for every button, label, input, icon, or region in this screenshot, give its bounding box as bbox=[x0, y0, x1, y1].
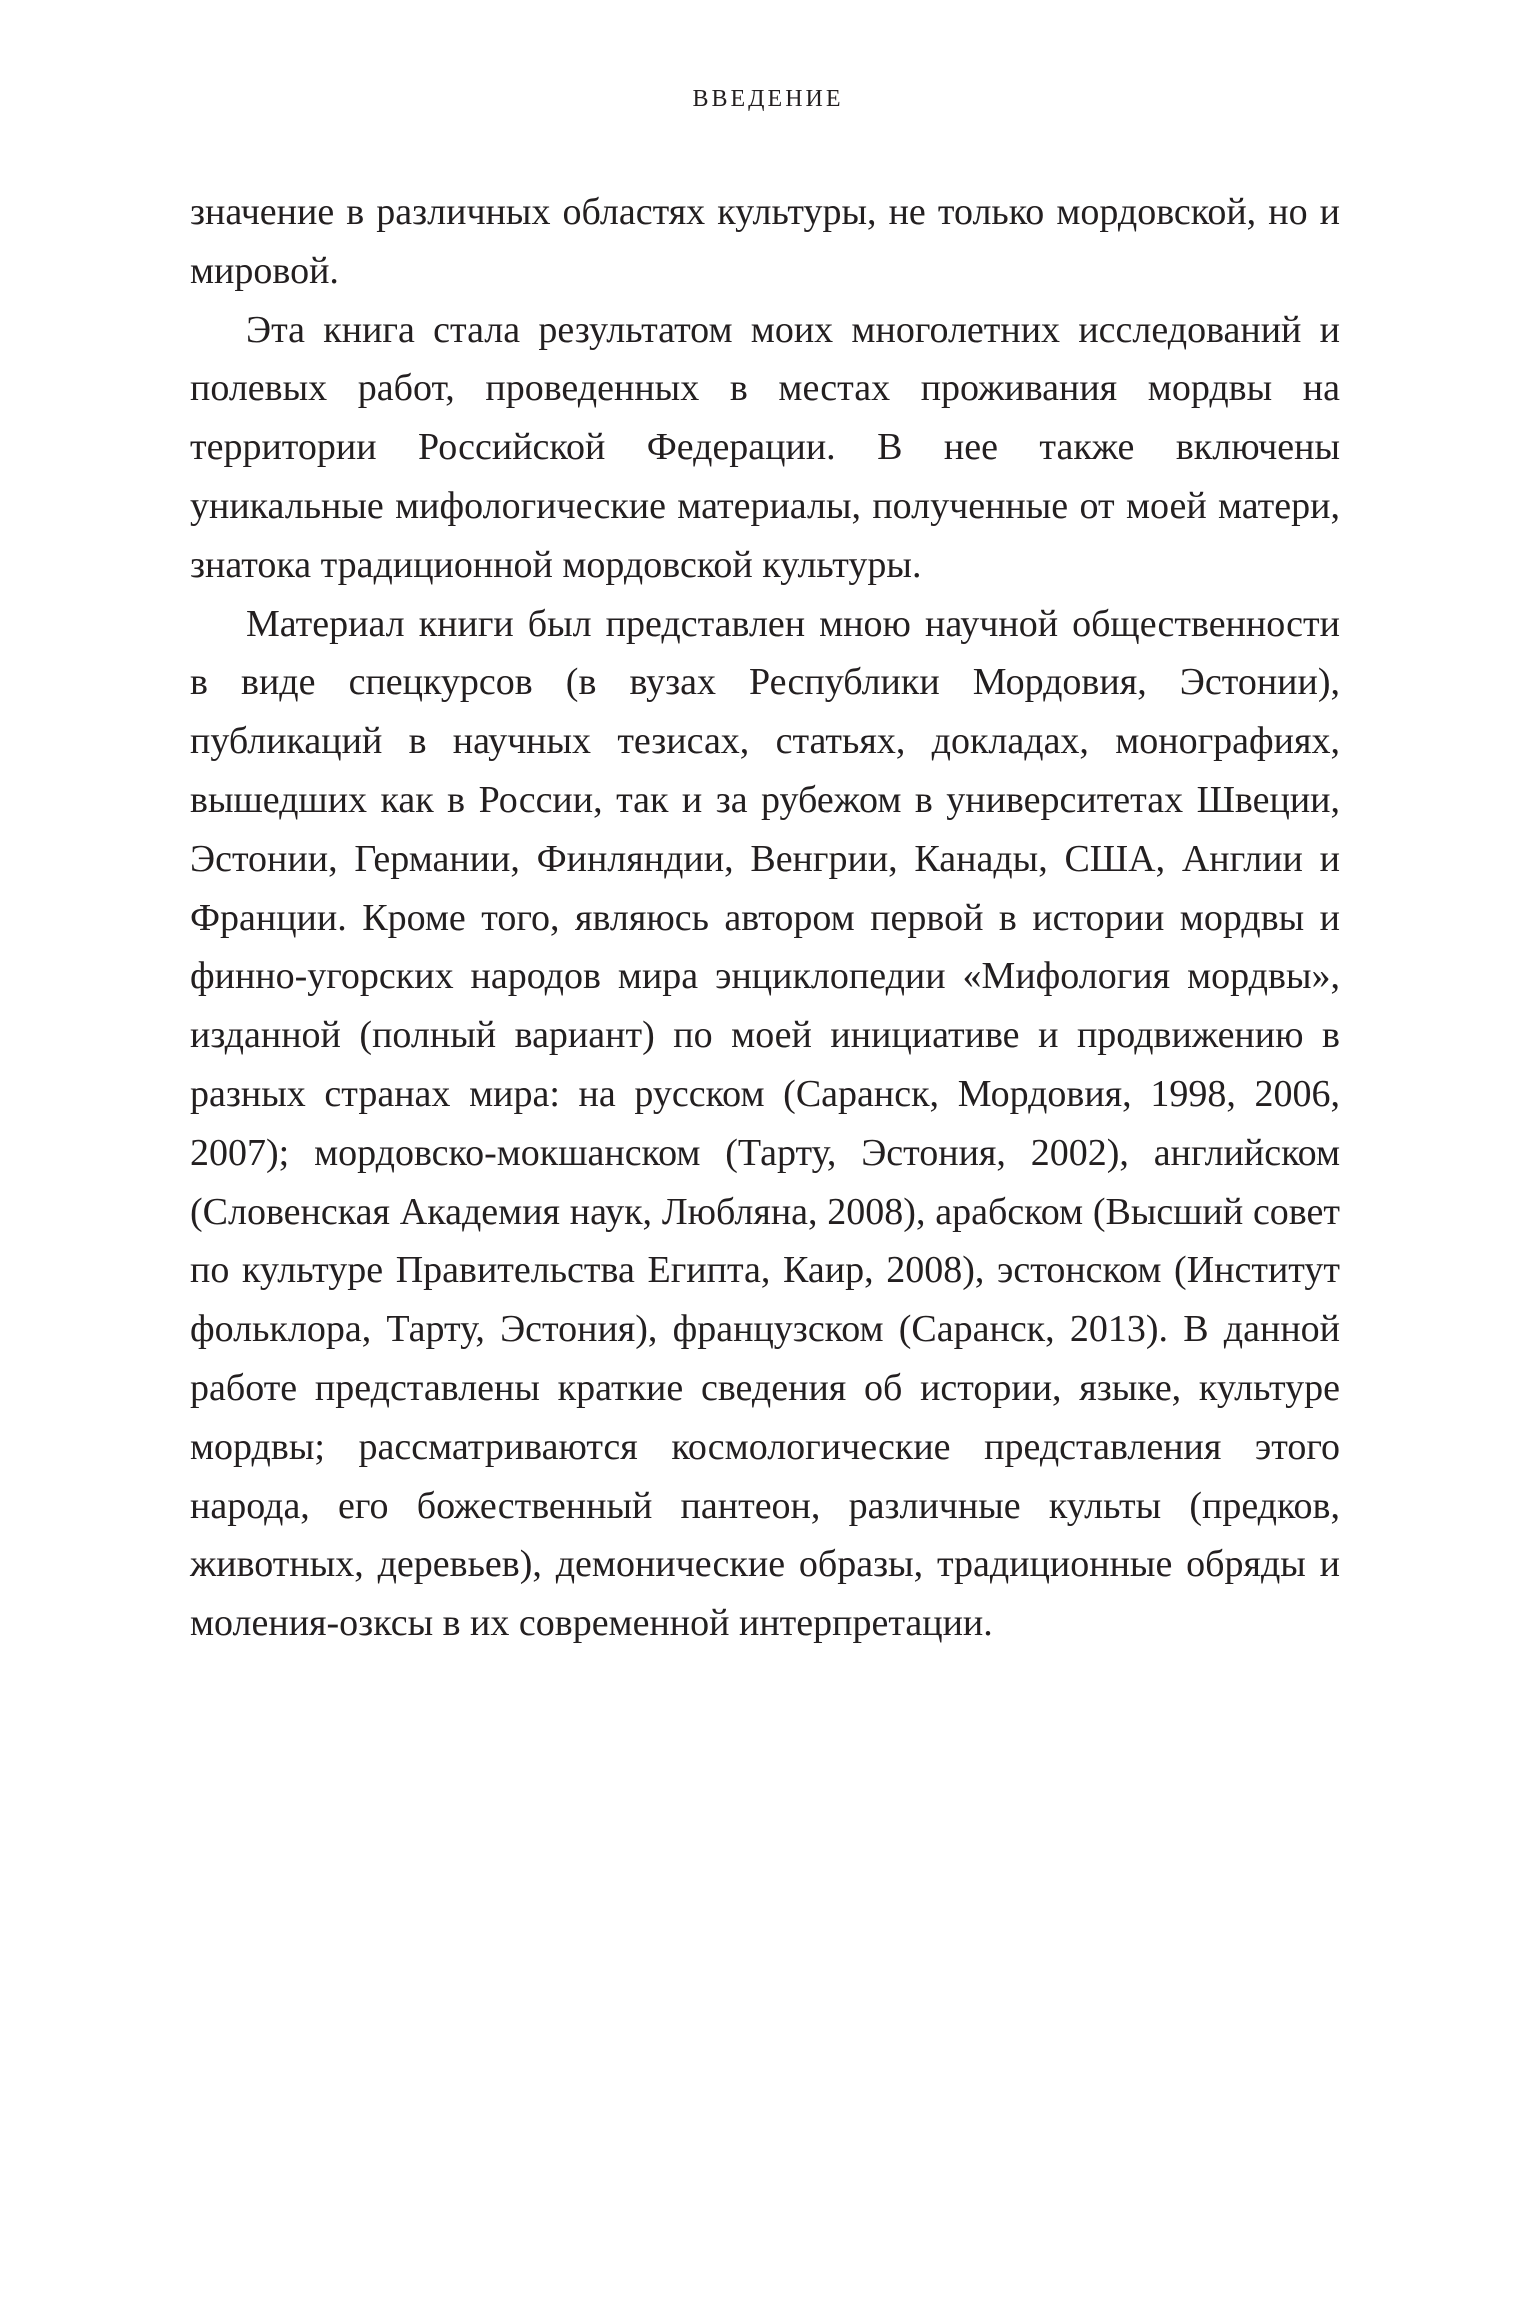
body-text bbox=[190, 183, 1340, 1653]
paragraph: Материал книги был представлен мною научной общественности в виде спецкурсов (в вузах Республики Мордовия, Эстонии), публикаций в научных тезисах, статьях, докладах, монографиях, вышедших как в России, так и за рубежом в университетах Швеции, Эстонии, Германии, Финляндии, Венгрии, Канады, США, Англии и Франции. Кроме того, являюсь автором первой в истории мордвы и финно-угорских народов мира энциклопедии «Мифология мордвы», изданной (полный вариант) по моей инициативе и продвижению в разных странах мира: на русском (Саранск, Мордовия, 1998, 2006, 2007); мордовско-мокшанском (Тарту, Эстония, 2002), английском (Словенская Академия наук, Любляна, 2008), арабском (Высший совет по культуре Правительства Египта, Каир, 2008), эстонском (Институт фольклора, Тарту, Эстония), французском (Саранск, 2013). В данной работе представлены краткие сведения об истории, языке, культуре мордвы; рассматриваются космологические представления этого народа, его божественный пантеон, различные культы (предков, животных, деревьев), демонические образы, традиционные обряды и моления-озксы в их современной интерпретации. bbox=[190, 602, 1340, 1645]
running-head: ВВЕДЕНИЕ bbox=[692, 86, 844, 112]
paragraph: Эта книга стала результатом моих многолетних исследований и полевых работ, проведенных в местах проживания мордвы на территории Российской Федерации. В нее также включены уникальные мифологические материалы, полученные от моей матери, знатока традиционной мордовской культуры. bbox=[190, 308, 1340, 586]
paragraph-continuation: значение в различных областях культуры, не только мордовской, но и мировой. bbox=[190, 191, 1340, 292]
